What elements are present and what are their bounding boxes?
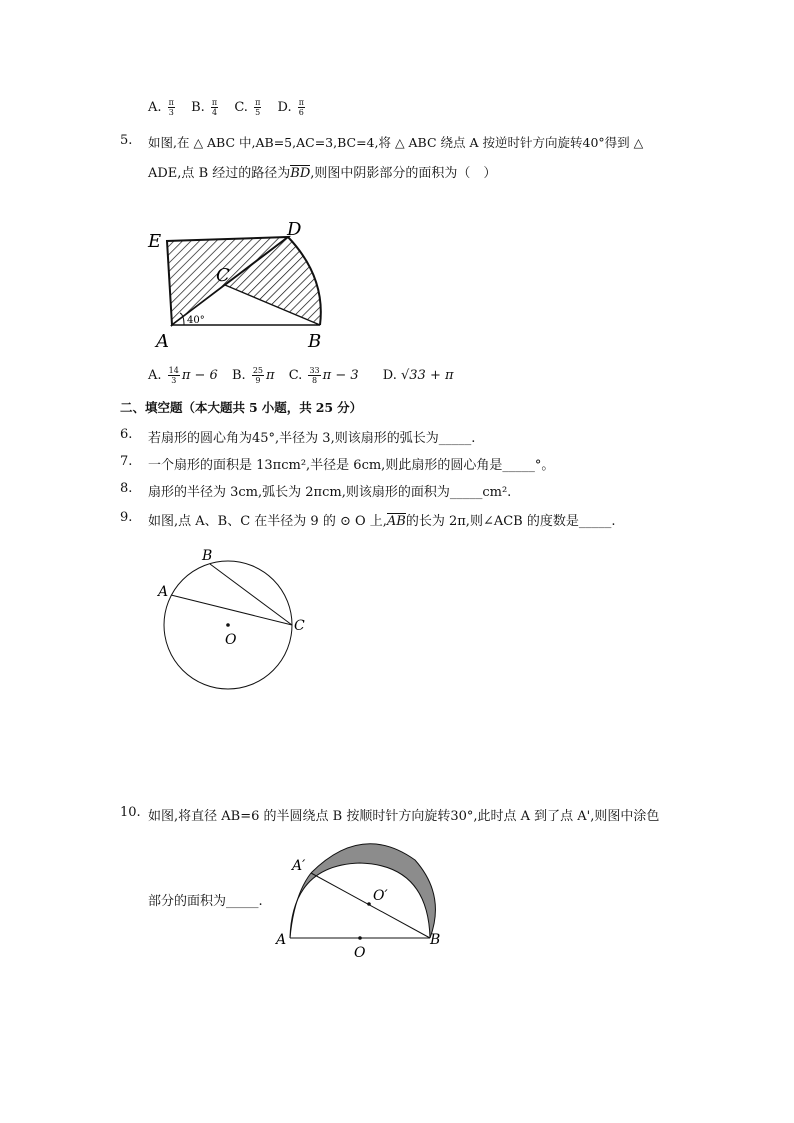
- q7-text: 一个扇形的面积是 13πcm²,半径是 6cm,则此扇形的圆心角是_____°。: [148, 458, 555, 473]
- q5-line1: 如图,在 △ ABC 中,AB=5,AC=3,BC=4,将 △ ABC 绕点 A 按逆时针方向旋转40°得到 △: [148, 135, 644, 150]
- q4-options: [148, 98, 317, 117]
- q9-number: 9.: [120, 510, 133, 525]
- q9-label-o: O: [225, 632, 237, 648]
- q9-center-dot: [226, 623, 230, 627]
- q10-label-o1: O′: [373, 888, 388, 904]
- q4-option-c: C. $\frac{\pi}{5}$: [234, 98, 261, 117]
- q5-option-b: B. $\frac{25}{9}$ π: [231, 366, 275, 385]
- q10-center-o1: [367, 902, 371, 906]
- q4-option-b: B. $\frac{\pi}{4}$: [191, 98, 218, 117]
- q10-label-b: B: [430, 932, 441, 948]
- q6-number: 6.: [120, 427, 133, 442]
- q5-options: [148, 366, 464, 385]
- q7-number: 7.: [120, 454, 133, 469]
- q9-chord-ac: [171, 595, 292, 625]
- q9-chord-bc: [210, 564, 292, 625]
- q5-option-d: D. √33 + π: [382, 368, 454, 383]
- q5-figure: [140, 215, 340, 355]
- q5-label-d: D: [287, 219, 302, 240]
- q9-label-c: C: [294, 618, 305, 634]
- q6-text: 若扇形的圆心角为45°,半径为 3,则该扇形的弧长为_____.: [148, 431, 476, 446]
- q5-label-angle: 40°: [187, 315, 205, 326]
- q5-number: 5.: [120, 133, 133, 148]
- q10-label-o: O: [354, 945, 366, 961]
- q10-label-a: A: [276, 932, 287, 948]
- section-2-heading: 二、填空题（本大题共 5 小题，共 25 分）: [120, 400, 363, 415]
- q5-label-e: E: [148, 231, 162, 252]
- q9-label-a: A: [158, 584, 169, 600]
- q5-label-b: B: [308, 331, 322, 352]
- q10-label-a1: A′: [292, 858, 306, 874]
- q4-option-d: D. $\frac{\pi}{6}$: [277, 98, 304, 117]
- q8-number: 8.: [120, 481, 133, 496]
- q9-label-b: B: [202, 548, 213, 564]
- q5-line2: ADE,点 B 经过的路径为BD,则图中阴影部分的面积为（ ）: [148, 166, 497, 181]
- q9-arc-label: AB: [386, 514, 406, 529]
- q5-label-a: A: [156, 331, 169, 352]
- q10-figure: [270, 840, 450, 965]
- q5-arc-label: BD: [290, 166, 311, 181]
- q5-option-a: A. $\frac{14}{3}$ π − 6: [148, 366, 218, 385]
- q10-center-o: [358, 936, 362, 940]
- q10-line1: 如图,将直径 AB=6 的半圆绕点 B 按顺时针方向旋转30°,此时点 A 到了点 A',则图中涂色: [148, 809, 660, 824]
- q9-figure: [150, 545, 320, 695]
- q8-text: 扇形的半径为 3cm,弧长为 2πcm,则该扇形的面积为_____cm².: [148, 485, 512, 500]
- q4-option-a: A. $\frac{\pi}{3}$: [148, 98, 174, 117]
- q5-option-c: C. $\frac{33}{8}$ π − 3: [288, 366, 359, 385]
- q10-number: 10.: [120, 805, 141, 820]
- q10-line2: 部分的面积为_____.: [148, 894, 263, 909]
- q9-text: 如图,点 A、B、C 在半径为 9 的 ⊙ O 上,AB的长为 2π,则∠ACB 的度数是_____.: [148, 514, 616, 529]
- q5-label-c: C: [216, 265, 230, 286]
